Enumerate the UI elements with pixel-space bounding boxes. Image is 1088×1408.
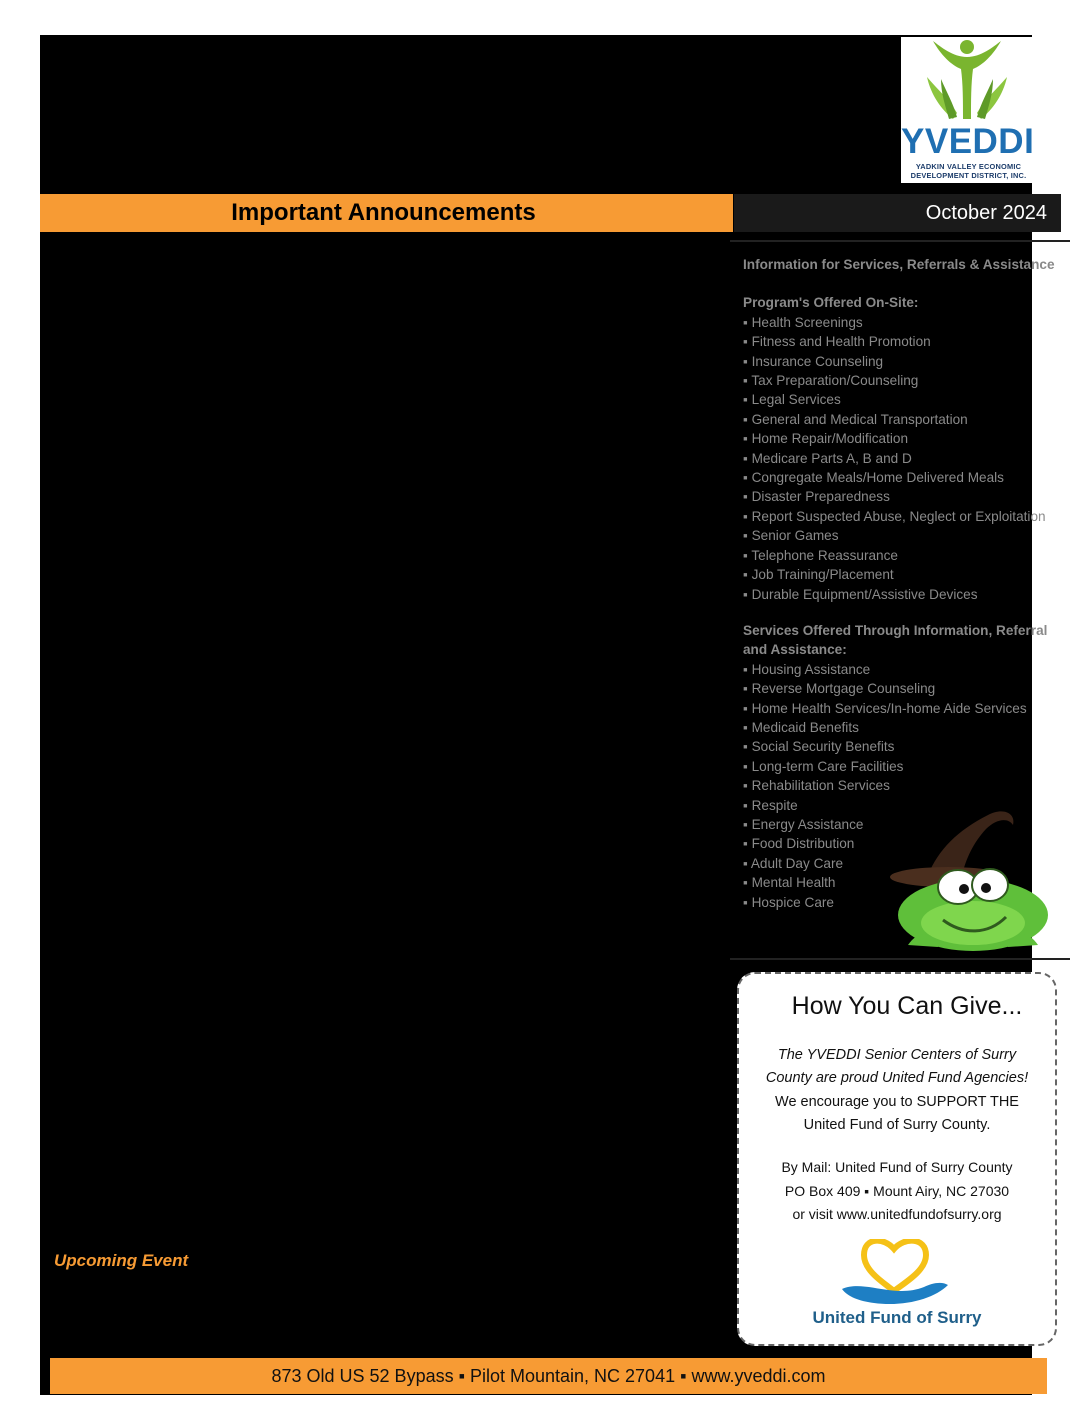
service-item: ▪ Respite bbox=[743, 796, 1063, 815]
service-item: ▪ Medicare Parts A, B and D bbox=[743, 449, 1063, 468]
service-item: ▪ Legal Services bbox=[743, 390, 1063, 409]
give-mail-info bbox=[757, 1156, 1037, 1227]
service-item: ▪ Job Training/Placement bbox=[743, 565, 1063, 584]
give-title: How You Can Give... bbox=[791, 992, 1023, 1020]
logo-wordmark: YVEDDI bbox=[901, 122, 1035, 161]
give-text-line: United Fund of Surry County. bbox=[803, 1117, 991, 1134]
service-item: ▪ Tax Preparation/Counseling bbox=[743, 371, 1063, 390]
give-text-line: The YVEDDI Senior Centers of Surry bbox=[777, 1047, 1017, 1063]
united-fund-logo-text: United Fund of Surry bbox=[812, 1308, 982, 1327]
footer-address: 873 Old US 52 Bypass ▪ Pilot Mountain, NC 27041 ▪ www.yveddi.com bbox=[50, 1358, 1047, 1394]
services-intro-title: Information for Services, Referrals & Assistance bbox=[743, 257, 1055, 272]
service-item: ▪ Telephone Reassurance bbox=[743, 546, 1063, 565]
service-item: ▪ Housing Assistance bbox=[743, 660, 1063, 679]
onsite-programs-title: Program's Offered On-Site: bbox=[743, 295, 919, 311]
service-item: ▪ Durable Equipment/Assistive Devices bbox=[743, 585, 1063, 604]
service-item: ▪ Social Security Benefits bbox=[743, 737, 1063, 756]
onsite-programs-list bbox=[743, 313, 1063, 604]
service-item: ▪ Hospice Care bbox=[743, 893, 1063, 912]
people-leaf-icon bbox=[923, 39, 1013, 123]
give-mail-line: By Mail: United Fund of Surry County bbox=[781, 1159, 1013, 1175]
service-item: ▪ Senior Games bbox=[743, 526, 1063, 545]
logo-subtitle-line: YADKIN VALLEY ECONOMIC bbox=[915, 162, 1022, 171]
service-item: ▪ Congregate Meals/Home Delivered Meals bbox=[743, 468, 1063, 487]
logo-subtitle-line: DEVELOPMENT DISTRICT, INC. bbox=[910, 171, 1027, 180]
service-item: ▪ Long-term Care Facilities bbox=[743, 757, 1063, 776]
logo-subtitle bbox=[903, 162, 1034, 180]
give-mail-line: PO Box 409 ▪ Mount Airy, NC 27030 bbox=[784, 1182, 1010, 1199]
service-item: ▪ Reverse Mortgage Counseling bbox=[743, 679, 1063, 698]
issue-date: October 2024 bbox=[734, 194, 1061, 232]
how-you-can-give-box bbox=[737, 972, 1057, 1346]
heart-hand-icon bbox=[834, 1239, 954, 1307]
service-item: ▪ General and Medical Transportation bbox=[743, 410, 1063, 429]
service-item: ▪ Fitness and Health Promotion bbox=[743, 332, 1063, 351]
announcements-heading: Important Announcements bbox=[40, 194, 733, 232]
give-website-link[interactable]: or visit www.unitedfundofsurry.org bbox=[792, 1206, 1002, 1223]
upcoming-event-label: Upcoming Event bbox=[54, 1251, 189, 1270]
service-item: ▪ Disaster Preparedness bbox=[743, 487, 1063, 506]
service-item: ▪ Food Distribution bbox=[743, 834, 1063, 853]
service-item: ▪ Medicaid Benefits bbox=[743, 718, 1063, 737]
frog-witch-hat-icon bbox=[888, 795, 1058, 965]
give-text-line: We encourage you to SUPPORT THE bbox=[775, 1093, 1019, 1110]
service-item: ▪ Mental Health bbox=[743, 873, 1063, 892]
yveddi-logo bbox=[901, 37, 1034, 183]
service-item: ▪ Home Health Services/In-home Aide Services bbox=[743, 699, 1063, 718]
service-item: ▪ Report Suspected Abuse, Neglect or Exploitation bbox=[743, 507, 1063, 526]
divider bbox=[730, 958, 1070, 960]
service-item: ▪ Home Repair/Modification bbox=[743, 429, 1063, 448]
give-message bbox=[757, 1044, 1037, 1138]
service-item: ▪ Energy Assistance bbox=[743, 815, 1063, 834]
service-item: ▪ Insurance Counseling bbox=[743, 352, 1063, 371]
service-item: ▪ Health Screenings bbox=[743, 313, 1063, 332]
give-text-line: County are proud United Fund Agencies! bbox=[765, 1070, 1029, 1087]
divider bbox=[730, 240, 1070, 242]
referral-services-title: Services Offered Through Information, Referral and Assistance: bbox=[743, 622, 1048, 658]
service-item: ▪ Adult Day Care bbox=[743, 854, 1063, 873]
service-item: ▪ Rehabilitation Services bbox=[743, 776, 1063, 795]
